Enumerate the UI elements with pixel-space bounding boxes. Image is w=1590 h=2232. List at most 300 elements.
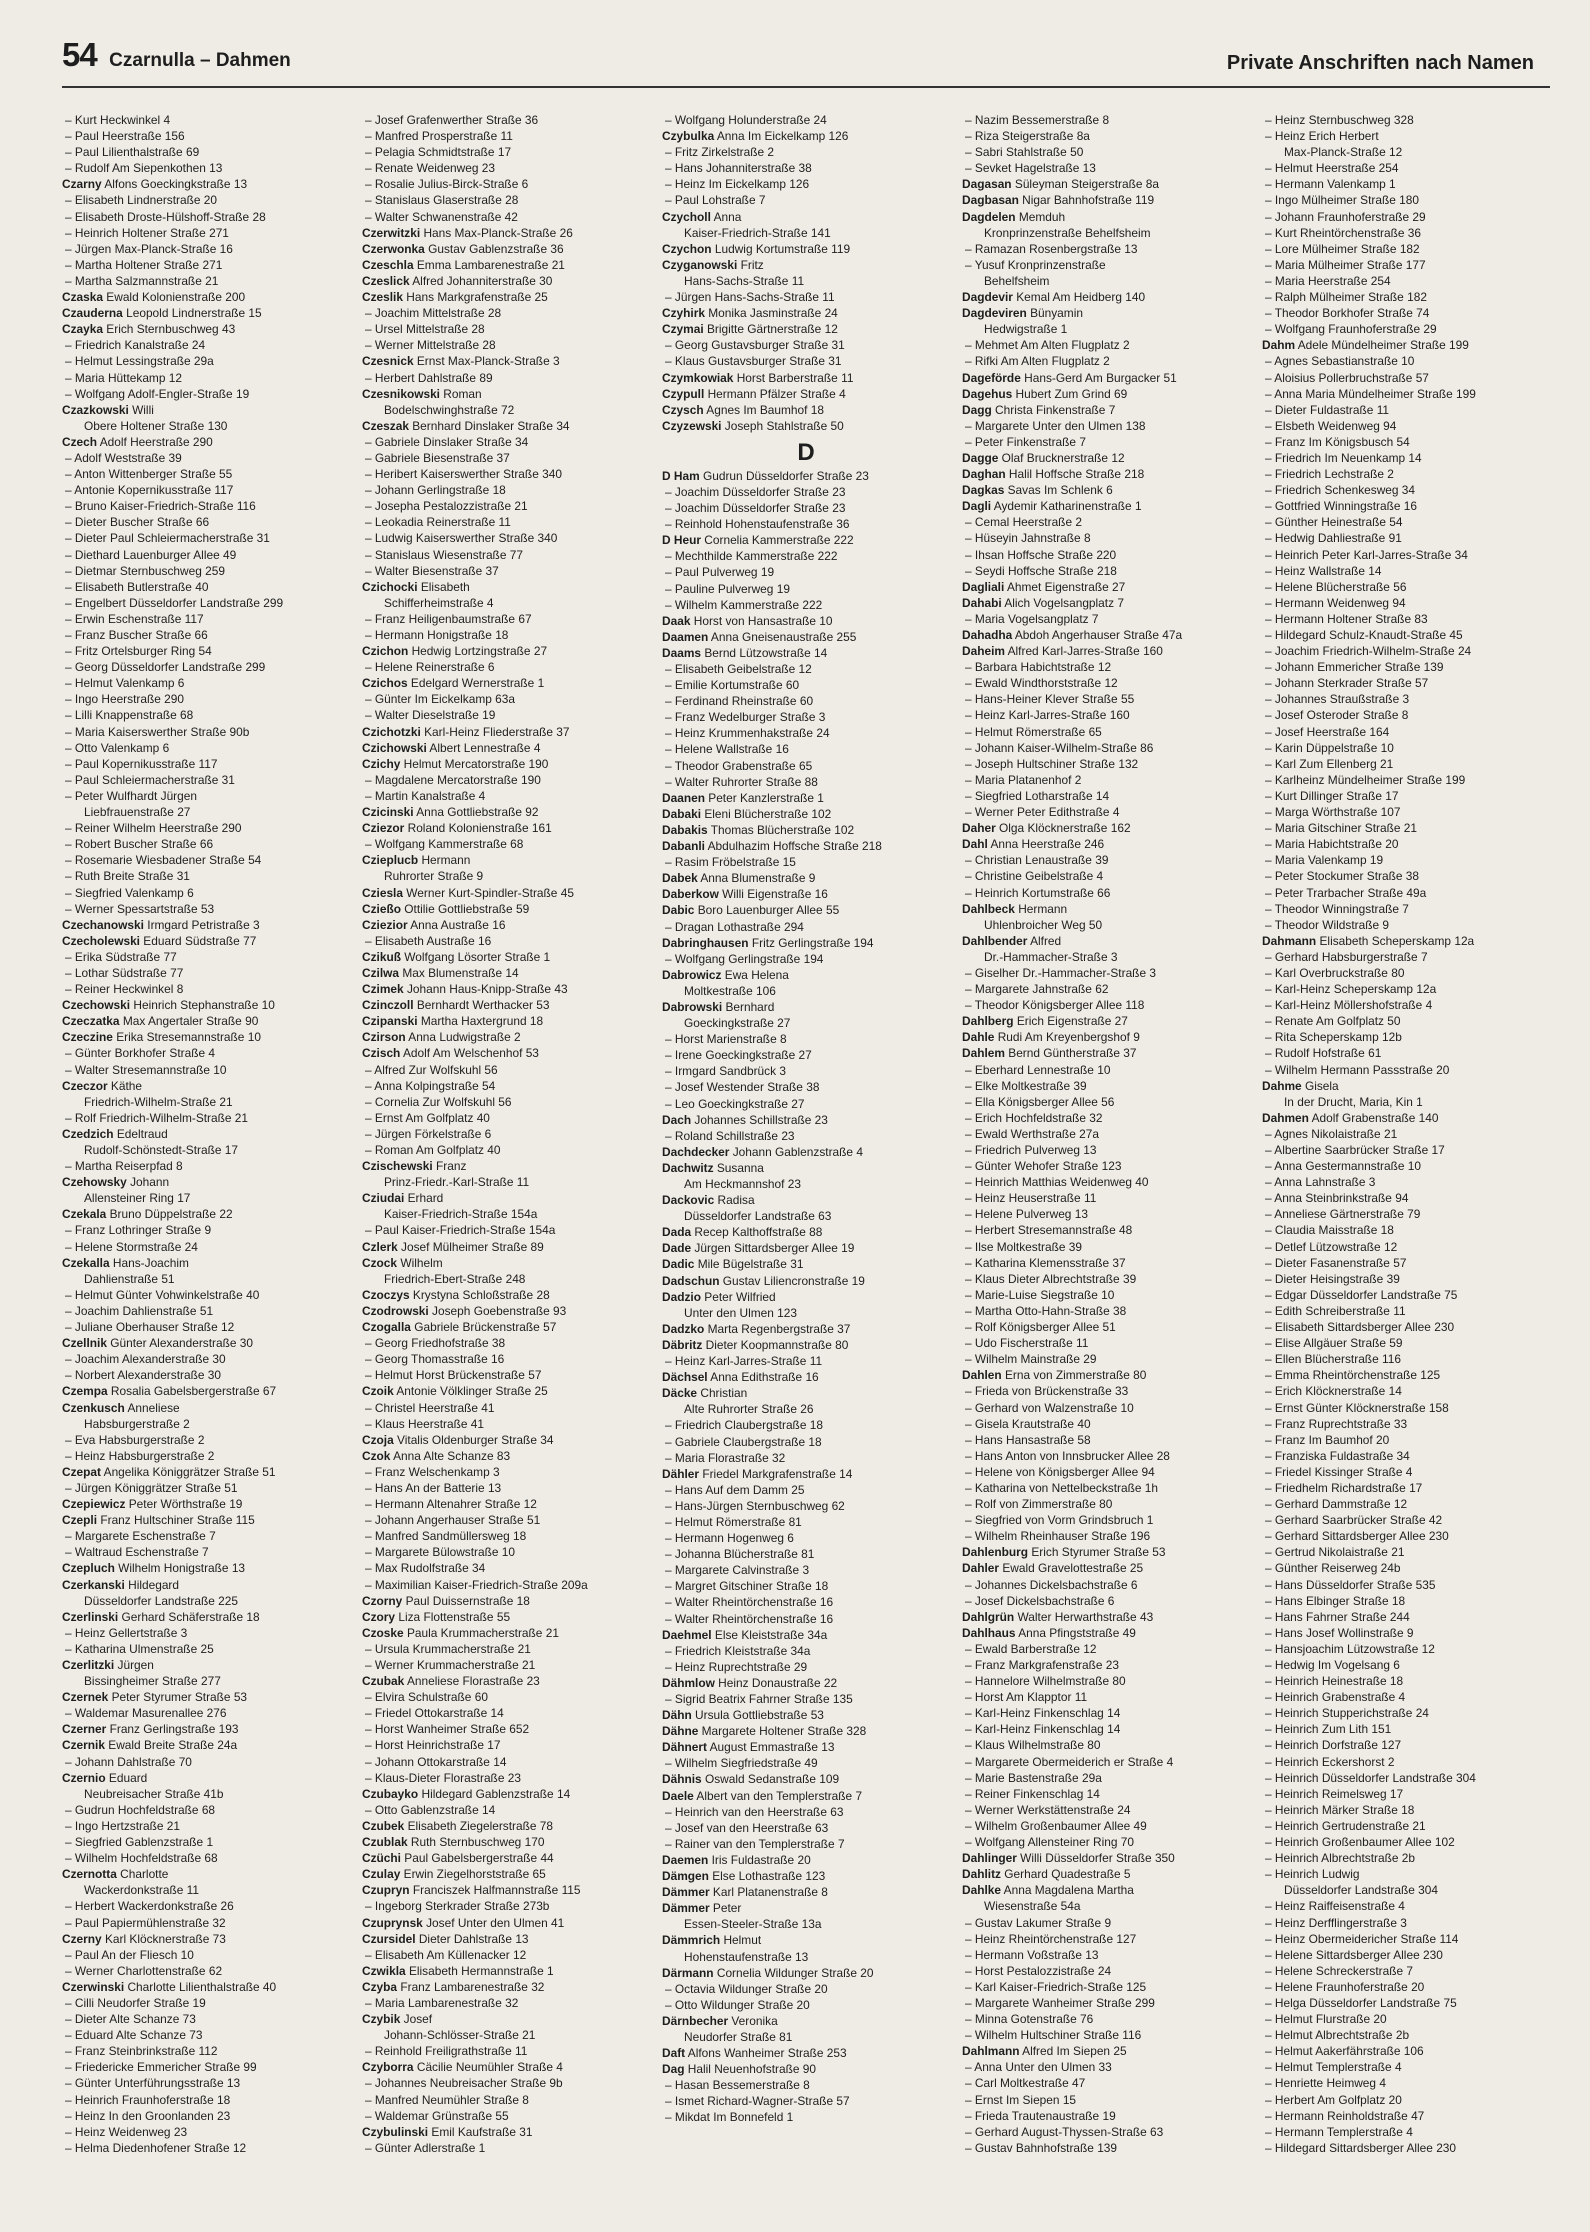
surname: Czeczatka xyxy=(62,1014,120,1029)
sub-entry: – Dietmar Sternbuschweg 259 xyxy=(62,563,350,579)
sub-entry: – Yusuf Kronprinzenstraße xyxy=(962,257,1250,273)
surname: Czischewski xyxy=(362,1159,433,1174)
entry-detail: Ursula Gottliebstraße 53 xyxy=(695,1708,824,1723)
continuation-line: Johann-Schlösser-Straße 21 xyxy=(384,2028,536,2043)
surname-entry xyxy=(662,1224,950,1240)
sub-entry: – Hansjoachim Lützowstraße 12 xyxy=(1262,1641,1550,1657)
surname: Czehowsky xyxy=(62,1175,127,1190)
sub-entry: – Roman Am Golfplatz 40 xyxy=(362,1142,650,1158)
sub-entry: – Johannes Straußstraße 3 xyxy=(1262,691,1550,707)
sub-entry: – Klaus Gustavsburger Straße 31 xyxy=(662,353,950,369)
surname-entry xyxy=(962,450,1250,466)
surname: Dagbasan xyxy=(962,193,1019,208)
surname: Dahle xyxy=(962,1030,995,1045)
sub-entry: – Elise Allgäuer Straße 59 xyxy=(1262,1335,1550,1351)
sub-entry: – Gisela Krautstraße 40 xyxy=(962,1416,1250,1432)
sub-entry: – Paul Lilienthalstraße 69 xyxy=(62,144,350,160)
sub-entry: – Franz Im Königsbusch 54 xyxy=(1262,434,1550,450)
sub-entry: – Johann Fraunhoferstraße 29 xyxy=(1262,209,1550,225)
surname: Czubek xyxy=(362,1818,405,1833)
sub-entry: – Walter Dieselstraße 19 xyxy=(362,707,650,723)
sub-entry: – Mehmet Am Alten Flugplatz 2 xyxy=(962,337,1250,353)
entry-detail: Wilhelm xyxy=(400,1255,443,1270)
entry-detail: Anna Edithstraße 16 xyxy=(710,1370,819,1385)
sub-entry: – Aloisius Pollerbruchstraße 57 xyxy=(1262,370,1550,386)
continuation-line: Wiesenstraße 54a xyxy=(984,1899,1081,1914)
sub-entry: – Hannelore Wilhelmstraße 80 xyxy=(962,1673,1250,1689)
sub-entry: – Heinz Gellertstraße 3 xyxy=(62,1625,350,1641)
sub-entry: – Ruth Breite Straße 31 xyxy=(62,868,350,884)
surname-entry xyxy=(662,790,950,806)
sub-entry: – Irene Goeckingkstraße 27 xyxy=(662,1047,950,1063)
surname: Czimek xyxy=(362,982,404,997)
sub-entry: – Sabri Stahlstraße 50 xyxy=(962,144,1250,160)
surname-entry xyxy=(662,629,950,645)
surname-entry xyxy=(362,1625,650,1641)
sub-entry: – Agnes Nikolaistraße 21 xyxy=(1262,1126,1550,1142)
surname-entry xyxy=(662,1240,950,1256)
sub-entry: – Günter Adlerstraße 1 xyxy=(362,2140,650,2156)
sub-entry: – Mikdat Im Bonnefeld 1 xyxy=(662,2109,950,2125)
sub-entry: – Hans An der Batterie 13 xyxy=(362,1480,650,1496)
surname: Czazkowski xyxy=(62,402,129,417)
surname: Dabic xyxy=(662,903,695,918)
surname: Dahlbeck xyxy=(962,901,1015,916)
surname: Czechanowski xyxy=(62,917,144,932)
surname: Dabanli xyxy=(662,839,705,854)
sub-entry: – Paul Schleiermacherstraße 31 xyxy=(62,772,350,788)
header-rule xyxy=(62,86,1550,88)
entry-detail: Brigitte Gärtnerstraße 12 xyxy=(706,322,838,337)
surname: Czulay xyxy=(362,1867,401,1882)
entry-detail: Leopold Lindnerstraße 15 xyxy=(126,306,262,321)
surname-entry xyxy=(362,852,650,868)
sub-entry: – Karl-Heinz Finkenschlag 14 xyxy=(962,1705,1250,1721)
sub-entry: – Joachim Alexanderstraße 30 xyxy=(62,1351,350,1367)
continuation-line: Liebfrauenstraße 27 xyxy=(84,805,191,820)
entry-detail: Hermann Pfälzer Straße 4 xyxy=(707,386,846,401)
entry-detail: Rosalia Gabelsbergerstraße 67 xyxy=(110,1384,277,1399)
entry-detail: Dieter Dahlstraße 13 xyxy=(418,1931,529,1946)
entry-detail: Ewald Breite Straße 24a xyxy=(108,1738,238,1753)
surname-entry xyxy=(662,967,950,983)
sub-entry: – Elisabeth Am Küllenacker 12 xyxy=(362,1947,650,1963)
surname: Czauderna xyxy=(62,306,123,321)
entry-detail: Peter Wörthstraße 19 xyxy=(128,1497,243,1512)
surname-entry xyxy=(662,1256,950,1272)
sub-entry: – Gerhard August-Thyssen-Straße 63 xyxy=(962,2124,1250,2140)
name-range: Czarnulla – Dahmen xyxy=(109,50,291,71)
surname-entry xyxy=(362,1834,650,1850)
entry-detail: Ludwig Kortumstraße 119 xyxy=(714,241,851,256)
continuation-line: Hans-Sachs-Straße 11 xyxy=(684,273,805,288)
surname: Dadzio xyxy=(662,1289,701,1304)
surname: Czlerk xyxy=(362,1239,398,1254)
surname: Dahl xyxy=(962,837,988,852)
entry-detail: Erich Styrumer Straße 53 xyxy=(1031,1545,1166,1560)
header-left xyxy=(62,36,291,74)
sub-entry: – Heinrich Reimelsweg 17 xyxy=(1262,1786,1550,1802)
surname: Dahadha xyxy=(962,628,1013,642)
surname: Czechowski xyxy=(62,998,131,1013)
entry-detail: Edelgard Wernerstraße 1 xyxy=(410,676,545,691)
entry-detail: Elisabeth xyxy=(420,579,470,594)
entry-detail: Bernhard xyxy=(725,999,775,1014)
surname-entry xyxy=(962,1367,1250,1383)
sub-entry: – Heinz Sternbuschweg 328 xyxy=(1262,112,1550,128)
surname-entry xyxy=(662,1739,950,1755)
sub-entry: – Eva Habsburgerstraße 2 xyxy=(62,1432,350,1448)
sub-entry: – Ludwig Kaiserswerther Straße 340 xyxy=(362,530,650,546)
sub-entry: – Helmut Günter Vohwinkelstraße 40 xyxy=(62,1287,350,1303)
surname-entry xyxy=(62,1255,350,1271)
surname-entry xyxy=(962,1625,1250,1641)
sub-entry: – Erich Klöcknerstraße 14 xyxy=(1262,1383,1550,1399)
surname-entry xyxy=(362,1239,650,1255)
sub-entry: – Octavia Wildunger Straße 20 xyxy=(662,1981,950,1997)
column-4 xyxy=(962,112,1250,2212)
sub-entry: – Siegfried Valenkamp 6 xyxy=(62,885,350,901)
sub-entry: – Hildegard Sittardsberger Allee 230 xyxy=(1262,2140,1550,2156)
sub-entry: – Hermann Hogenweg 6 xyxy=(662,1530,950,1546)
sub-entry: – Friedrich Claubergstraße 18 xyxy=(662,1417,950,1433)
entry-detail: Emil Kaufstraße 31 xyxy=(431,2124,533,2139)
surname: Dag xyxy=(662,2062,685,2077)
entry-detail: Irmgard Petristraße 3 xyxy=(147,917,260,932)
surname: Czichon xyxy=(362,644,409,659)
continuation-line: Kronprinzenstraße Behelfsheim xyxy=(984,225,1151,240)
surname-entry xyxy=(662,1627,950,1643)
entry-detail: Erwin Ziegelhorststraße 65 xyxy=(403,1867,546,1882)
sub-entry: – Karl Zum Ellenberg 21 xyxy=(1262,756,1550,772)
surname-entry xyxy=(362,1786,650,1802)
surname: Därmann xyxy=(662,1965,714,1980)
surname: Daams xyxy=(662,645,701,660)
surname: Czellnik xyxy=(62,1336,107,1351)
surname: Czeschla xyxy=(362,257,414,272)
sub-entry: – Gustav Lakumer Straße 9 xyxy=(962,1915,1250,1931)
sub-entry: – Bruno Kaiser-Friedrich-Straße 116 xyxy=(62,498,350,514)
sub-entry: – Udo Fischerstraße 11 xyxy=(962,1335,1250,1351)
entry-detail: Eleni Blücherstraße 102 xyxy=(704,806,832,821)
entry-detail: Ewa Helena xyxy=(724,967,789,982)
sub-entry: – Martha Otto-Hahn-Straße 38 xyxy=(962,1303,1250,1319)
sub-entry: – Rifki Am Alten Flugplatz 2 xyxy=(962,353,1250,369)
entry-detail: Bernhardt Werthacker 53 xyxy=(416,998,550,1013)
sub-entry: – Christel Heerstraße 41 xyxy=(362,1400,650,1416)
sub-entry: – Reiner Finkenschlag 14 xyxy=(962,1786,1250,1802)
sub-entry: – Heinrich Gertrudenstraße 21 xyxy=(1262,1818,1550,1834)
surname: Daft xyxy=(662,2046,686,2061)
surname-entry xyxy=(362,1818,650,1834)
surname-entry xyxy=(962,498,1250,514)
sub-entry: – Margarete Unter den Ulmen 138 xyxy=(962,418,1250,434)
sub-entry: – Helene Fraunhoferstraße 20 xyxy=(1262,1979,1550,1995)
sub-entry: – Josef van den Heerstraße 63 xyxy=(662,1820,950,1836)
sub-entry: – Elisabeth Sittardsberger Allee 230 xyxy=(1262,1319,1550,1335)
surname-entry xyxy=(1262,337,1550,353)
entry-detail: Agnes Im Baumhof 18 xyxy=(706,402,824,417)
sub-entry: – Maria Hüttekamp 12 xyxy=(62,370,350,386)
sub-entry: – Hermann Holtener Straße 83 xyxy=(1262,611,1550,627)
surname-entry xyxy=(362,724,650,740)
entry-detail: Josef xyxy=(403,2012,433,2027)
sub-entry: – Magdalene Mercatorstraße 190 xyxy=(362,772,650,788)
surname: Dähn xyxy=(662,1708,692,1723)
sub-entry: – Hans Hansastraße 58 xyxy=(962,1432,1250,1448)
sub-entry: – Theodor Borkhofer Straße 74 xyxy=(1262,305,1550,321)
continuation-line: Dr.-Hammacher-Straße 3 xyxy=(984,949,1118,964)
entry-detail: Ottilie Gottliebstraße 59 xyxy=(404,901,530,916)
entry-detail: Heinz Donaustraße 22 xyxy=(718,1675,838,1690)
sub-entry: – Hans Elbinger Straße 18 xyxy=(1262,1593,1550,1609)
surname-entry xyxy=(362,2059,650,2075)
surname: Czymai xyxy=(662,322,704,337)
surname: Czilwa xyxy=(362,965,400,980)
surname-entry xyxy=(62,1657,350,1673)
surname-entry xyxy=(962,820,1250,836)
sub-entry: – Rainer van den Templerstraße 7 xyxy=(662,1836,950,1852)
surname: Czaska xyxy=(62,290,103,305)
surname: Czoja xyxy=(362,1432,394,1447)
surname-entry xyxy=(362,675,650,691)
sub-entry: – Klaus Dieter Albrechtstraße 39 xyxy=(962,1271,1250,1287)
surname: Dämgen xyxy=(662,1869,709,1884)
continuation-line: Rudolf-Schönstedt-Straße 17 xyxy=(84,1143,238,1157)
sub-entry: – Ernst Im Siepen 15 xyxy=(962,2092,1250,2108)
sub-entry: – Georg Friedhofstraße 38 xyxy=(362,1335,650,1351)
entry-detail: Else Lothastraße 123 xyxy=(712,1869,826,1884)
surname: Czesnikowski xyxy=(362,386,440,401)
surname: Dabakis xyxy=(662,822,708,837)
surname-entry xyxy=(662,468,950,484)
surname-entry xyxy=(62,1400,350,1416)
surname: Daanen xyxy=(662,790,705,805)
sub-entry: – Herbert Stresemannstraße 48 xyxy=(962,1222,1250,1238)
sub-entry: – Henriette Heimweg 4 xyxy=(1262,2075,1550,2091)
entry-detail: Erich Eigenstraße 27 xyxy=(1016,1014,1128,1029)
surname: Czepli xyxy=(62,1513,98,1528)
sub-entry: – Ingo Mülheimer Straße 180 xyxy=(1262,192,1550,208)
sub-entry: – Karl Kaiser-Friedrich-Straße 125 xyxy=(962,1979,1250,1995)
sub-entry: – Josef Dickelsbachstraße 6 xyxy=(962,1593,1250,1609)
surname-entry xyxy=(62,1931,350,1947)
entry-detail: Elisabeth Hermannstraße 1 xyxy=(408,1963,554,1978)
entry-detail: Anna Pfingststraße 49 xyxy=(1018,1625,1136,1640)
sub-entry: – Horst Wanheimer Straße 652 xyxy=(362,1721,650,1737)
surname: Czeslick xyxy=(362,273,410,288)
sub-entry: – Reiner Heckwinkel 8 xyxy=(62,981,350,997)
surname: Czeczine xyxy=(62,1030,113,1045)
surname-entry xyxy=(362,2011,650,2027)
entry-detail: Wolfgang Lösorter Straße 1 xyxy=(404,949,551,964)
surname-entry xyxy=(62,1512,350,1528)
sub-entry: – Franz Welschenkamp 3 xyxy=(362,1464,650,1480)
sub-entry: – Joachim Mittelstraße 28 xyxy=(362,305,650,321)
surname: Daemen xyxy=(662,1852,709,1867)
surname: Czoik xyxy=(362,1384,394,1399)
entry-detail: Bünyamin xyxy=(1030,306,1083,321)
entry-detail: Fritz Gerlingstraße 194 xyxy=(751,935,874,950)
surname-entry xyxy=(62,434,350,450)
entry-detail: Adolf Heerstraße 290 xyxy=(99,434,213,449)
surname-entry xyxy=(62,1770,350,1786)
surname: Czichowski xyxy=(362,740,427,755)
sub-entry: – Alfred Zur Wolfskuhl 56 xyxy=(362,1062,650,1078)
sub-entry: – Stanislaus Glaserstraße 28 xyxy=(362,192,650,208)
sub-entry: – Maximilian Kaiser-Friedrich-Straße 209a xyxy=(362,1577,650,1593)
surname-entry xyxy=(62,321,350,337)
column-2 xyxy=(362,112,650,2212)
sub-entry: – Heinz Rheintörchenstraße 127 xyxy=(962,1931,1250,1947)
sub-entry: – Karl-Heinz Finkenschlag 14 xyxy=(962,1721,1250,1737)
sub-entry: – Siegfried Gablenzstraße 1 xyxy=(62,1834,350,1850)
entry-detail: Peter xyxy=(712,1901,742,1916)
sub-entry: – Hans Anton von Innsbrucker Allee 28 xyxy=(962,1448,1250,1464)
surname-entry xyxy=(362,386,650,402)
surname-entry xyxy=(662,1788,950,1804)
entry-detail: Anna Gottliebstraße 92 xyxy=(416,805,539,820)
surname-entry xyxy=(662,935,950,951)
sub-entry: – Friedel Ottokarstraße 14 xyxy=(362,1705,650,1721)
sub-entry: – Gottfried Winningstraße 16 xyxy=(1262,498,1550,514)
sub-entry: – Franz Lothringer Straße 9 xyxy=(62,1222,350,1238)
entry-detail: Antonie Völklinger Straße 25 xyxy=(396,1384,548,1399)
surname-entry xyxy=(362,1319,650,1335)
sub-entry: – Margarete Eschenstraße 7 xyxy=(62,1528,350,1544)
sub-entry: – Heinrich Albrechtstraße 2b xyxy=(1262,1850,1550,1866)
surname-entry xyxy=(362,917,650,933)
surname-entry xyxy=(662,1884,950,1900)
surname: Dagg xyxy=(962,402,992,417)
surname-entry xyxy=(362,1673,650,1689)
sub-entry: – Werner Krummacherstraße 21 xyxy=(362,1657,650,1673)
sub-entry: – Rosalie Julius-Birck-Straße 6 xyxy=(362,176,650,192)
entry-detail: Margarete Holtener Straße 328 xyxy=(701,1724,867,1739)
surname: Daberkow xyxy=(662,887,719,902)
surname: Daehmel xyxy=(662,1627,712,1642)
surname-entry xyxy=(662,1723,950,1739)
surname: Czecholewski xyxy=(62,933,140,948)
continuation-line: Prinz-Friedr.-Karl-Straße 11 xyxy=(384,1175,530,1190)
entry-detail: Olga Klöcknerstraße 162 xyxy=(999,821,1131,836)
sub-entry: – Heinrich Eckershorst 2 xyxy=(1262,1754,1550,1770)
sub-entry: – Ewald Barberstraße 12 xyxy=(962,1641,1250,1657)
sub-entry: – Herbert Dahlstraße 89 xyxy=(362,370,650,386)
surname: Czychon xyxy=(662,241,712,256)
surname-entry xyxy=(362,1013,650,1029)
entry-detail: Angelika Königgrätzer Straße 51 xyxy=(103,1464,276,1479)
surname: Dach xyxy=(662,1112,692,1127)
sub-entry: – Heinrich van den Heerstraße 63 xyxy=(662,1804,950,1820)
surname-entry xyxy=(362,1190,650,1206)
surname: Czybik xyxy=(362,2012,401,2027)
sub-entry: – Katharina von Nettelbeckstraße 1h xyxy=(962,1480,1250,1496)
entry-detail: Hildegard Gablenzstraße 14 xyxy=(421,1786,571,1801)
surname-entry xyxy=(362,1593,650,1609)
surname-entry xyxy=(362,1882,650,1898)
sub-entry: – Franz Markgrafenstraße 23 xyxy=(962,1657,1250,1673)
sub-entry: – Gabriele Dinslaker Straße 34 xyxy=(362,434,650,450)
surname: Czisch xyxy=(362,1046,401,1061)
entry-detail: Erika Stresemannstraße 10 xyxy=(116,1030,261,1045)
surname: Czikuß xyxy=(362,949,401,964)
surname: Czogalla xyxy=(362,1320,411,1335)
sub-entry: – Josef Westender Straße 38 xyxy=(662,1079,950,1095)
surname-entry xyxy=(1262,1078,1550,1094)
entry-detail: Alfons Wanheimer Straße 253 xyxy=(687,2046,847,2061)
sub-entry: – Heribert Kaiserswerther Straße 340 xyxy=(362,466,650,482)
surname-entry xyxy=(62,289,350,305)
surname-entry xyxy=(662,613,950,629)
sub-entry: – Franz Buscher Straße 66 xyxy=(62,627,350,643)
sub-entry: – Jürgen Hans-Sachs-Straße 11 xyxy=(662,289,950,305)
continuation-line: Behelfsheim xyxy=(984,273,1050,288)
entry-detail: Günter Alexanderstraße 30 xyxy=(110,1336,254,1351)
sub-entry: – Elisabeth Droste-Hülshoff-Straße 28 xyxy=(62,209,350,225)
entry-detail: Abdulhazim Hoffsche Straße 218 xyxy=(707,839,882,854)
sub-entry: – Stanislaus Wiesenstraße 77 xyxy=(362,547,650,563)
sub-entry: – Hans Josef Wollinstraße 9 xyxy=(1262,1625,1550,1641)
sub-entry: – Franz Wedelburger Straße 3 xyxy=(662,709,950,725)
sub-entry: – Pauline Pulverweg 19 xyxy=(662,581,950,597)
sub-entry: – Jürgen Förkelstraße 6 xyxy=(362,1126,650,1142)
entry-detail: Aydemir Katharinenstraße 1 xyxy=(993,499,1142,514)
entry-detail: Gisela xyxy=(1304,1078,1339,1093)
surname-entry xyxy=(662,1273,950,1289)
surname-entry xyxy=(362,2124,650,2140)
surname: Czernik xyxy=(62,1738,105,1753)
surname-entry xyxy=(962,305,1250,321)
sub-entry: – Emilie Kortumstraße 60 xyxy=(662,677,950,693)
surname: Czernotta xyxy=(62,1867,117,1882)
surname: Dabringhausen xyxy=(662,935,749,950)
sub-entry: – Engelbert Düsseldorfer Landstraße 299 xyxy=(62,595,350,611)
surname-entry xyxy=(362,1287,650,1303)
sub-entry: – Hedwig Im Vogelsang 6 xyxy=(1262,1657,1550,1673)
surname: Dähne xyxy=(662,1724,699,1739)
sub-entry: – Heinrich Holtener Straße 271 xyxy=(62,225,350,241)
sub-entry: – Otto Wildunger Straße 20 xyxy=(662,1997,950,2013)
surname-entry xyxy=(962,192,1250,208)
sub-entry: – Franziska Fuldastraße 34 xyxy=(1262,1448,1550,1464)
surname: Cziezor xyxy=(362,821,405,836)
surname: Czichy xyxy=(362,756,401,771)
surname-entry xyxy=(62,1013,350,1029)
entry-detail: Else Kleiststraße 34a xyxy=(714,1627,828,1642)
sub-entry: – Maria Gitschiner Straße 21 xyxy=(1262,820,1550,836)
sub-entry: – Günter Wehofer Straße 123 xyxy=(962,1158,1250,1174)
sub-entry: – Klaus Wilhelmstraße 80 xyxy=(962,1737,1250,1753)
surname-entry xyxy=(362,1609,650,1625)
entry-detail: Ruth Sternbuschweg 170 xyxy=(410,1835,545,1850)
sub-entry: – Günter Im Eickelkamp 63a xyxy=(362,691,650,707)
surname: Czorny xyxy=(362,1593,403,1608)
sub-entry: – Erwin Eschenstraße 117 xyxy=(62,611,350,627)
entry-detail: Gerhard Quadestraße 5 xyxy=(1004,1867,1131,1882)
surname-entry xyxy=(62,1383,350,1399)
sub-entry: – Wilhelm Großenbaumer Allee 49 xyxy=(962,1818,1250,1834)
sub-entry: – Günther Heinestraße 54 xyxy=(1262,514,1550,530)
surname-entry xyxy=(362,643,650,659)
sub-entry: – Rolf Königsberger Allee 51 xyxy=(962,1319,1250,1335)
surname: Daher xyxy=(962,821,996,836)
sub-entry: – Friedrich Im Neuenkamp 14 xyxy=(1262,450,1550,466)
surname: Czernio xyxy=(62,1770,106,1785)
surname: Czursidel xyxy=(362,1931,416,1946)
sub-entry: – Anna Maria Mündelheimer Straße 199 xyxy=(1262,386,1550,402)
sub-entry: – Anna Gestermannstraße 10 xyxy=(1262,1158,1550,1174)
